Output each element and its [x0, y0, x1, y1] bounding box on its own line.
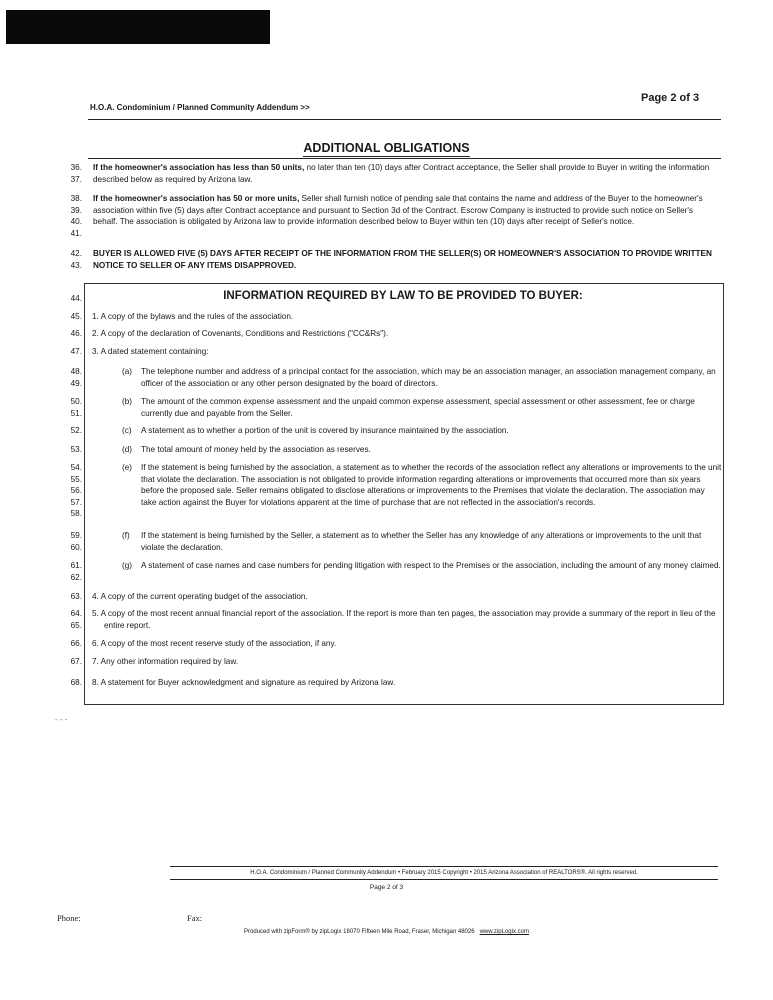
- information-box-title: INFORMATION REQUIRED BY LAW TO BE PROVIDED TO BUYER:: [223, 290, 583, 302]
- statement-item: [122, 444, 722, 456]
- footer-rule-bottom: [170, 879, 718, 880]
- required-item: 6. A copy of the most recent reserve study of the association, if any.: [92, 639, 337, 648]
- required-item: 5. A copy of the most recent annual financial report of the association. If the report is more than ten pages, the association may provide a summary of the report in lieu of the entire report.: [92, 609, 716, 630]
- statement-item: [122, 560, 722, 572]
- line-number: 68.: [70, 678, 82, 687]
- statement-item: [122, 425, 722, 437]
- statement-item-text: A statement of case names and case numbers for pending litigation with respect to the Premises or the association, including the amount of any money claimed.: [141, 561, 721, 570]
- required-item: 7. Any other information required by law.: [92, 657, 239, 666]
- line-number: 61. 62.: [70, 561, 82, 582]
- statement-item: [122, 462, 722, 508]
- line-numbers-38-41: 38. 39. 40. 41.: [70, 194, 82, 238]
- line-number: 64. 65.: [70, 609, 82, 630]
- line-numbers-36-37: 36. 37.: [70, 163, 82, 184]
- statement-item-text: If the statement is being furnished by the association, a statement as to whether the records of the association reflect any alterations or improvements to the unit that violate the declaration. The association is not obligated to provide information regarding alterations or improvements that occurred more than six years before the proposed sale. Seller remains obligated to disclose alterations or improvements to the Premises that violate the declaration. The association may take action against the Buyer for violations apparent at the time of purchase that are not reflected in the association's records.: [141, 463, 722, 507]
- statement-item-text: The amount of the common expense assessment and the unpaid common expense assessment, special assessment or other assessment, fee or charge currently due and payable from the Seller.: [141, 397, 695, 418]
- scan-mark: - - -: [55, 715, 68, 724]
- redaction-block: [6, 10, 270, 44]
- line-number: 46.: [70, 329, 82, 338]
- line-number: 63.: [70, 592, 82, 601]
- footer-rule-top: [170, 866, 718, 867]
- statement-item-label: (c): [122, 426, 132, 435]
- line-number: 59. 60.: [70, 531, 82, 552]
- paragraph-50-or-more: If the homeowner's association has 50 or more units, Seller shall furnish notice of pending sale that contains the name and address of the Buyer to the homeowner's association within five (5) days after Contract acceptance and pursuant to Section 3d of the Contract. Escrow Company is instructed to provide such notice on Seller's behalf. The association is obligated by Arizona law to provide information described below to Buyer within ten (10) days after receipt of Seller's notice.: [93, 194, 703, 226]
- section-rule: [88, 158, 721, 159]
- statement-item: [122, 396, 722, 419]
- statement-item-label: (a): [122, 367, 133, 376]
- line-number-44: 44.: [70, 294, 82, 303]
- phone-label: Phone:: [57, 913, 81, 923]
- statement-item-label: (f): [122, 531, 130, 540]
- paragraph-buyer-allowed: BUYER IS ALLOWED FIVE (5) DAYS AFTER RECEIPT OF THE INFORMATION FROM THE SELLER(S) OR HOMEOWNER'S ASSOCIATION TO PROVIDE WRITTEN NOTICE TO SELLER OF ANY ITEMS DISAPPROVED.: [93, 249, 712, 270]
- line-number: 50. 51.: [70, 397, 82, 418]
- footer-copyright: H.O.A. Condominium / Planned Community Addendum • February 2015 Copyright • 2015 Arizona Association of REALTORS®. All rights reserved.: [250, 870, 638, 876]
- required-item: 3. A dated statement containing:: [92, 347, 209, 356]
- header-rule: [88, 119, 721, 120]
- line-number: 66.: [70, 639, 82, 648]
- statement-item: [122, 530, 722, 553]
- statement-item-label: (b): [122, 397, 133, 406]
- line-number: 47.: [70, 347, 82, 356]
- statement-item-text: The total amount of money held by the association as reserves.: [141, 445, 371, 454]
- fax-label: Fax:: [187, 913, 203, 923]
- statement-item-label: (g): [122, 561, 133, 570]
- line-number: 52.: [70, 426, 82, 435]
- line-number: 67.: [70, 657, 82, 666]
- statement-item: [122, 366, 722, 389]
- paragraph-less-than-50: If the homeowner's association has less than 50 units, no later than ten (10) days after Contract acceptance, the Seller shall provide to Buyer in writing the information described below as required by Arizona law.: [93, 163, 710, 184]
- required-item: 1. A copy of the bylaws and the rules of the association.: [92, 312, 294, 321]
- section-title: ADDITIONAL OBLIGATIONS: [303, 141, 470, 155]
- header-title: H.O.A. Condominium / Planned Community Addendum >>: [90, 103, 310, 112]
- footer-page-number: Page 2 of 3: [369, 884, 404, 891]
- statement-item-text: The telephone number and address of a principal contact for the association, which may be an association manager, an association management company, an officer of the association or any other person designated by the board of directors.: [141, 367, 716, 388]
- line-numbers-42-43: 42. 43.: [70, 249, 82, 270]
- statement-item-text: If the statement is being furnished by the Seller, a statement as to whether the Seller has any knowledge of any alterations or improvements to the unit that violate the declaration.: [141, 531, 702, 552]
- line-number: 45.: [70, 312, 82, 321]
- statement-item-label: (e): [122, 463, 133, 472]
- produced-with: Produced with zipForm® by zipLogix 18070 Fifteen Mile Road, Fraser, Michigan 48026 www.zipLogix.com: [244, 929, 529, 935]
- statement-item-label: (d): [122, 445, 133, 454]
- ziplogix-link[interactable]: www.zipLogix.com: [479, 929, 529, 935]
- line-number: 53.: [70, 445, 82, 454]
- required-item: 2. A copy of the declaration of Covenants, Conditions and Restrictions ("CC&Rs").: [92, 329, 389, 338]
- required-item: 8. A statement for Buyer acknowledgment and signature as required by Arizona law.: [92, 678, 396, 687]
- page-number-top: Page 2 of 3: [641, 92, 700, 104]
- line-number: 54. 55. 56. 57. 58.: [70, 463, 82, 518]
- line-number: 48. 49.: [70, 367, 82, 388]
- required-item: 4. A copy of the current operating budget of the association.: [92, 592, 308, 601]
- statement-item-text: A statement as to whether a portion of the unit is covered by insurance maintained by the association.: [141, 426, 509, 435]
